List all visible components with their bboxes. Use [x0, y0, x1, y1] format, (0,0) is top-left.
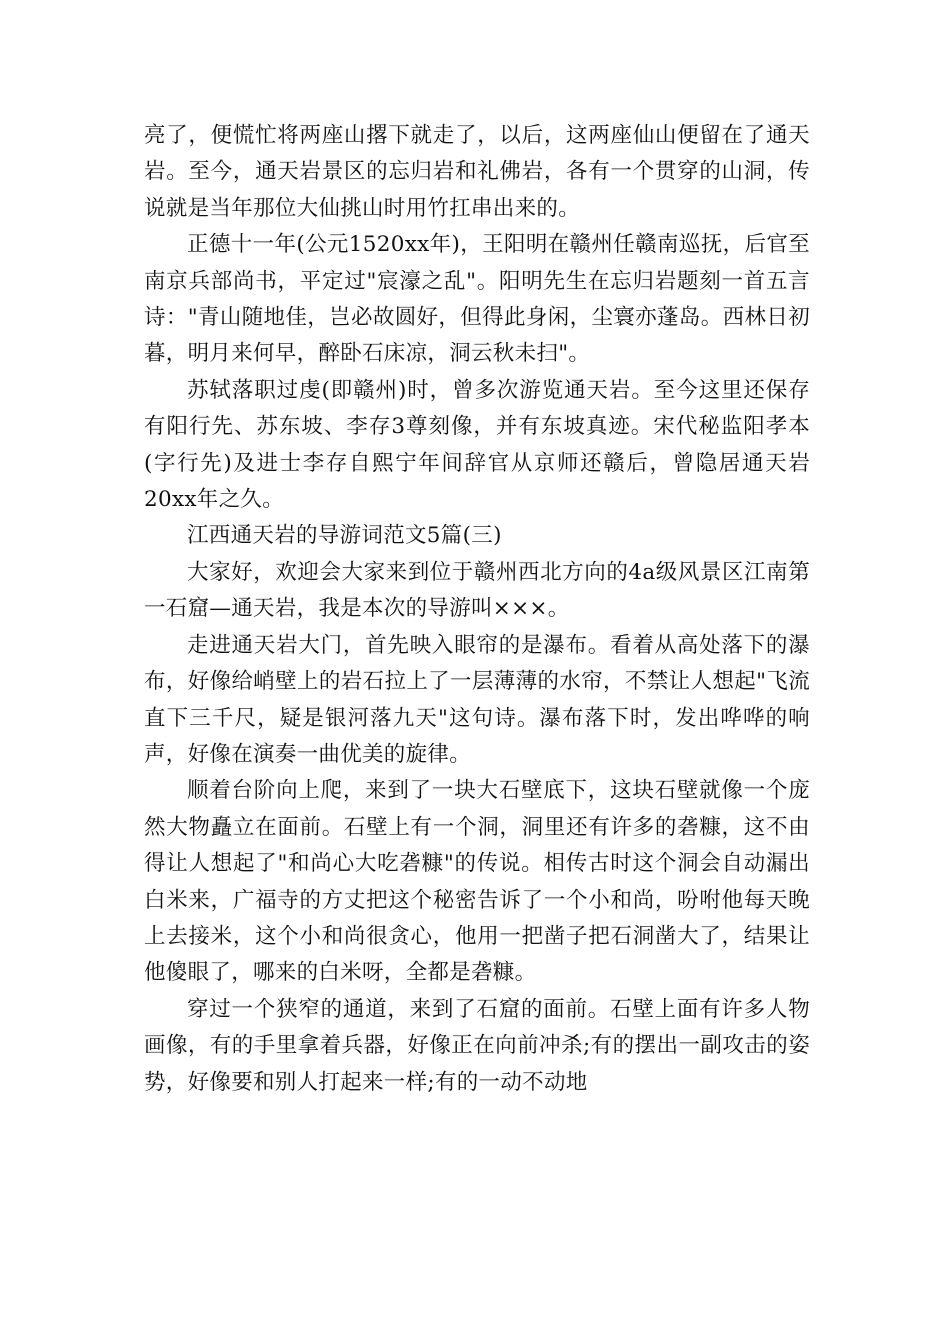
section-heading: 江西通天岩的导游词范文5篇(三): [187, 523, 502, 549]
paragraph-su-shi: 苏轼落职过虔(即赣州)时，曾多次游览通天岩。至今这里还保存有阳行先、苏东坡、李存3尊刻像，并有东坡真迹。宋代秘监阳孝本(字行先)及进士李存自熙宁年间辞官从京师还赣后，曾隐居通天岩20xx年之久。: [144, 377, 810, 513]
paragraph-wang-yangming: 正德十一年(公元1520xx年)，王阳明在赣州任赣南巡抚，后官至南京兵部尚书，平定过"宸濠之乱"。阳明先生在忘归岩题刻一首五言诗："青山随地佳，岂必故圆好，但得此身闲，尘寰亦蓬岛。西林日初暮，明月来何早，醉卧石床凉，洞云秋未扫"。: [144, 232, 810, 367]
paragraph-welcome: 大家好，欢迎会大家来到位于赣州西北方向的4a级风景区江南第一石窟—通天岩，我是本次的导游叫×××。: [144, 559, 810, 622]
paragraph-grotto: 穿过一个狭窄的通道，来到了石窟的面前。石壁上面有许多人物画像，有的手里拿着兵器，好像正在向前冲杀;有的摆出一副攻击的姿势，好像要和别人打起来一样;有的一动不动地: [144, 996, 810, 1095]
paragraph-stone-wall: 顺着台阶向上爬，来到了一块大石壁底下，这块石壁就像一个庞然大物矗立在面前。石壁上有一个洞，洞里还有许多的砻糠，这不由得让人想起了"和尚心大吃砻糠"的传说。相传古时这个洞会自动漏出白米来，广福寺的方丈把这个秘密告诉了一个小和尚，吩咐他每天晚上去接米，这个小和尚很贪心，他用一把凿子把石洞凿大了，结果让他傻眼了，哪来的白米呀，全都是砻糠。: [144, 778, 810, 986]
paragraph-waterfall: 走进通天岩大门，首先映入眼帘的是瀑布。看着从高处落下的瀑布，好像给峭壁上的岩石拉上了一层薄薄的水帘，不禁让人想起"飞流直下三千尺，疑是银河落九天"这句诗。瀑布落下时，发出哗哗的响声，好像在演奏一曲优美的旋律。: [144, 632, 810, 767]
document-body: [144, 118, 810, 1101]
paragraph-legend-continuation: 亮了，便慌忙将两座山撂下就走了，以后，这两座仙山便留在了通天岩。至今，通天岩景区的忘归岩和礼佛岩，各有一个贯穿的山洞，传说就是当年那位大仙挑山时用竹扛串出来的。: [144, 123, 810, 221]
